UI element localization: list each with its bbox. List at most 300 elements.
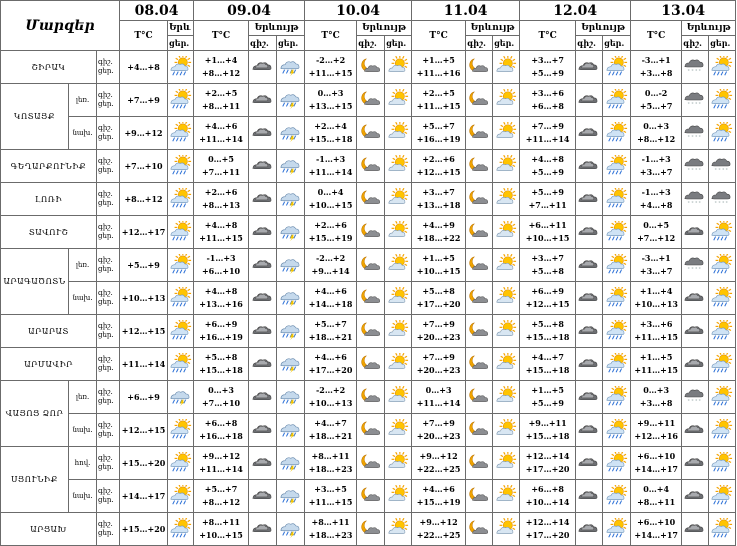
- svg-text:*: *: [687, 267, 691, 273]
- weather-icon-cell: [277, 513, 305, 546]
- weather-icon-cell: [466, 315, 493, 348]
- temp-range: +5…+7 +16…+19: [412, 117, 466, 150]
- sun-cloud-rain-icon: [169, 320, 193, 342]
- sun-cloud-icon: [386, 287, 410, 309]
- sun-cloud-rain-icon: [710, 386, 734, 408]
- weather-icon-cell: [466, 117, 493, 150]
- weather-icon-cell: [249, 447, 277, 480]
- region-name: ԱՐԱԳԱԾՈՏՆ: [1, 249, 69, 315]
- dark-cloud-icon: [577, 155, 601, 177]
- time-of-day-label: գիշ. ցեր.: [97, 51, 120, 84]
- regions-header: Մարզեր: [1, 1, 120, 51]
- weather-icon-cell: [357, 414, 385, 447]
- sun-cloud-rain-icon: [710, 320, 734, 342]
- sun-cloud-icon: [386, 452, 410, 474]
- moon-cloud-icon: [467, 188, 491, 210]
- moon-cloud-icon: [359, 419, 383, 441]
- weather-icon-cell: [249, 381, 277, 414]
- table-row: [1, 183, 736, 216]
- sun-cloud-icon: [386, 221, 410, 243]
- region-name: ԿՈՏԱՅՔ: [1, 84, 69, 150]
- weather-icon-cell: [249, 51, 277, 84]
- temp-range: +4…+6 +11…+14: [194, 117, 249, 150]
- weather-icon-cell: [357, 513, 385, 546]
- sun-cloud-icon: [494, 254, 518, 276]
- svg-text:*: *: [722, 168, 725, 174]
- moon-cloud-icon: [359, 56, 383, 78]
- weather-icon-cell: [493, 117, 520, 150]
- weather-icon-cell: [385, 414, 412, 447]
- day-temp: +12…+15: [120, 315, 168, 348]
- sun-cloud-rain-icon: [605, 254, 629, 276]
- temp-header: T°C: [194, 21, 249, 51]
- weather-icon-cell: [603, 348, 631, 381]
- temp-range: +1…+5 +11…+15: [631, 348, 682, 381]
- sun-cloud-rain-icon: [710, 254, 734, 276]
- weather-icon-cell: [466, 447, 493, 480]
- sun-cloud-icon: [386, 419, 410, 441]
- svg-text:*: *: [695, 399, 698, 405]
- weather-icon-cell: [385, 447, 412, 480]
- sun-cloud-rain-icon: [710, 518, 734, 540]
- sun-cloud-rain-icon: [169, 452, 193, 474]
- table-row: [1, 447, 736, 480]
- temp-range: -1…+3 +6…+10: [194, 249, 249, 282]
- dark-cloud-icon: [251, 188, 275, 210]
- weather-icon-cell: [168, 51, 194, 84]
- weather-icon-cell: [466, 249, 493, 282]
- table-row: [1, 414, 736, 447]
- svg-text:*: *: [691, 69, 694, 75]
- sun-cloud-icon: [386, 122, 410, 144]
- moon-cloud-icon: [359, 188, 383, 210]
- moon-cloud-icon: [359, 386, 383, 408]
- weather-icon-cell: [385, 249, 412, 282]
- temp-range: -3…+1 +3…+7: [631, 249, 682, 282]
- temp-range: +9…+11 +15…+18: [520, 414, 576, 447]
- sun-cloud-rain-icon: [169, 287, 193, 309]
- temp-range: +3…+6 +11…+15: [631, 315, 682, 348]
- weather-icon-cell: [466, 480, 493, 513]
- temp-range: +9…+11 +12…+16: [631, 414, 682, 447]
- weather-icon-cell: [682, 150, 709, 183]
- time-of-day-label: գիշ. ցեր.: [97, 150, 120, 183]
- temp-range: +2…+5 +11…+15: [412, 84, 466, 117]
- weather-icon-cell: [466, 216, 493, 249]
- time-of-day-label: գիշ. ցեր.: [97, 249, 120, 282]
- moon-cloud-icon: [359, 254, 383, 276]
- moon-cloud-icon: [359, 122, 383, 144]
- moon-cloud-icon: [467, 353, 491, 375]
- temp-range: +5…+7 +18…+21: [305, 315, 357, 348]
- region-name: ՎԱՅՈՑ ՁՈՐ: [1, 381, 69, 447]
- temp-range: +6…+8 +16…+18: [194, 414, 249, 447]
- svg-text:*: *: [698, 267, 702, 273]
- dark-cloud-icon: [683, 320, 707, 342]
- weather-icon-cell: [249, 117, 277, 150]
- sun-cloud-rain-icon: [605, 155, 629, 177]
- svg-text:*: *: [687, 135, 691, 141]
- dark-cloud-icon: [251, 221, 275, 243]
- weather-icon-cell: [277, 216, 305, 249]
- time-of-day-label: գիշ. ցեր.: [97, 447, 120, 480]
- temp-range: +3…+5 +11…+15: [305, 480, 357, 513]
- temp-range: +5…+7 +8…+12: [194, 480, 249, 513]
- moon-cloud-icon: [467, 155, 491, 177]
- sun-cloud-icon: [494, 419, 518, 441]
- weather-icon-cell: [168, 216, 194, 249]
- weather-icon-cell: [466, 381, 493, 414]
- snow-cloud-icon: [683, 56, 707, 78]
- subregion-name: լեռ.: [69, 84, 97, 117]
- sun-cloud-rain-icon: [169, 56, 193, 78]
- day-temp: +12…+15: [120, 414, 168, 447]
- weather-icon-cell: [603, 249, 631, 282]
- time-of-day-label: գիշ. ցեր.: [97, 381, 120, 414]
- temp-range: +4…+6 +17…+20: [305, 348, 357, 381]
- date-header: 13.04: [631, 1, 736, 21]
- moon-cloud-icon: [359, 287, 383, 309]
- weather-icon-cell: [466, 84, 493, 117]
- table-row: [1, 117, 736, 150]
- sun-cloud-icon: [386, 188, 410, 210]
- svg-text:*: *: [698, 201, 702, 207]
- weather-icon-cell: [709, 381, 736, 414]
- weather-icon-cell: [709, 249, 736, 282]
- svg-text:*: *: [695, 267, 698, 273]
- weather-icon-cell: [682, 513, 709, 546]
- night-header: գիշ.: [249, 36, 277, 51]
- dark-cloud-icon: [683, 221, 707, 243]
- sun-cloud-rain-icon: [169, 419, 193, 441]
- dark-cloud-icon: [577, 254, 601, 276]
- weather-icon-cell: [603, 150, 631, 183]
- weather-icon-cell: [493, 480, 520, 513]
- sun-cloud-rain-icon: [605, 320, 629, 342]
- weather-icon-cell: [168, 84, 194, 117]
- dark-cloud-icon: [251, 122, 275, 144]
- weather-icon-cell: [249, 348, 277, 381]
- weather-icon-cell: [466, 348, 493, 381]
- weather-icon-cell: [277, 315, 305, 348]
- weather-icon-cell: [493, 513, 520, 546]
- moon-cloud-icon: [359, 518, 383, 540]
- snow-cloud-icon: [683, 122, 707, 144]
- sun-cloud-rain-icon: [169, 155, 193, 177]
- time-of-day-label: գիշ. ցեր.: [97, 84, 120, 117]
- time-of-day-label: գիշ. ցեր.: [97, 216, 120, 249]
- weather-icon-cell: [277, 447, 305, 480]
- sun-cloud-rain-icon: [605, 452, 629, 474]
- temp-range: -2…+2 +11…+15: [305, 51, 357, 84]
- dark-cloud-icon: [577, 518, 601, 540]
- weather-icon-cell: [466, 150, 493, 183]
- weather-icon-cell: [357, 216, 385, 249]
- weather-icon-cell: [277, 249, 305, 282]
- weather-icon-cell: [709, 150, 736, 183]
- date-header: 10.04: [305, 1, 412, 21]
- weather-icon-cell: [493, 348, 520, 381]
- night-header: գիշ.: [576, 36, 603, 51]
- weather-icon-cell: [682, 315, 709, 348]
- temp-range: 0…+3 +3…+8: [631, 381, 682, 414]
- sun-cloud-icon: [386, 320, 410, 342]
- dark-cloud-icon: [251, 56, 275, 78]
- snow-cloud-icon: [683, 188, 707, 210]
- rain-cloud-icon: [279, 485, 303, 507]
- dark-cloud-icon: [251, 419, 275, 441]
- weather-icon-cell: [385, 282, 412, 315]
- moon-cloud-icon: [467, 221, 491, 243]
- day-temp: +5…+9: [120, 249, 168, 282]
- svg-text:*: *: [695, 69, 698, 75]
- subregion-name: նախ.: [69, 282, 97, 315]
- svg-text:*: *: [691, 399, 694, 405]
- day-header: ցեր.: [493, 36, 520, 51]
- weather-icon-cell: [385, 51, 412, 84]
- moon-cloud-icon: [467, 452, 491, 474]
- sun-cloud-icon: [494, 221, 518, 243]
- sun-cloud-rain-icon: [605, 485, 629, 507]
- moon-cloud-icon: [359, 221, 383, 243]
- weather-icon-cell: [357, 381, 385, 414]
- rain-cloud-icon: [169, 386, 193, 408]
- sun-cloud-rain-icon: [169, 353, 193, 375]
- weather-icon-cell: [357, 249, 385, 282]
- svg-text:*: *: [691, 135, 694, 141]
- weather-icon-cell: [168, 447, 194, 480]
- region-name: ԱՐՑԱԽ: [1, 513, 97, 546]
- weather-icon-cell: [385, 216, 412, 249]
- rain-cloud-icon: [279, 122, 303, 144]
- weather-icon-cell: [603, 282, 631, 315]
- svg-text:*: *: [687, 69, 691, 75]
- table-row: [1, 348, 736, 381]
- sun-cloud-rain-icon: [605, 386, 629, 408]
- day-temp: +11…+14: [120, 348, 168, 381]
- weather-icon-cell: [709, 51, 736, 84]
- sun-cloud-rain-icon: [605, 56, 629, 78]
- temp-range: +3…+7 +5…+8: [520, 249, 576, 282]
- weather-icon-cell: [603, 117, 631, 150]
- phenomenon-header: Երևույթ: [682, 21, 736, 36]
- moon-cloud-icon: [359, 89, 383, 111]
- temp-range: +2…+6 +15…+19: [305, 216, 357, 249]
- temp-range: 0…+3 +13…+15: [305, 84, 357, 117]
- svg-text:*: *: [698, 399, 702, 405]
- table-row: [1, 249, 736, 282]
- temp-header: T°C: [520, 21, 576, 51]
- region-name: ԱՐԱՐԱՏ: [1, 315, 97, 348]
- weather-icon-cell: [357, 150, 385, 183]
- dark-cloud-icon: [683, 518, 707, 540]
- temp-range: +9…+12 +22…+25: [412, 447, 466, 480]
- rain-cloud-icon: [279, 188, 303, 210]
- sun-cloud-icon: [386, 155, 410, 177]
- weather-icon-cell: [682, 216, 709, 249]
- temp-range: +5…+8 +15…+18: [520, 315, 576, 348]
- moon-cloud-icon: [467, 56, 491, 78]
- weather-icon-cell: [168, 282, 194, 315]
- rain-cloud-icon: [279, 56, 303, 78]
- sun-cloud-icon: [494, 287, 518, 309]
- night-header: գիշ.: [357, 36, 385, 51]
- region-name: ՏԱՎՈՒՇ: [1, 216, 97, 249]
- sun-cloud-icon: [494, 155, 518, 177]
- dark-cloud-icon: [683, 485, 707, 507]
- time-of-day-label: գիշ. ցեր.: [97, 183, 120, 216]
- dark-cloud-icon: [577, 188, 601, 210]
- sun-cloud-rain-icon: [605, 221, 629, 243]
- weather-icon-cell: [168, 249, 194, 282]
- weather-icon-cell: [682, 117, 709, 150]
- day-header: ցեր.: [385, 36, 412, 51]
- weather-icon-cell: [168, 381, 194, 414]
- date-header: 09.04: [194, 1, 305, 21]
- table-row: [1, 513, 736, 546]
- table-row: [1, 150, 736, 183]
- day-temp: +9…+12: [120, 117, 168, 150]
- weather-icon-cell: [603, 513, 631, 546]
- moon-cloud-icon: [467, 254, 491, 276]
- weather-icon-cell: [357, 51, 385, 84]
- temp-range: +2…+5 +8…+11: [194, 84, 249, 117]
- temp-range: 0…+4 +10…+15: [305, 183, 357, 216]
- weather-icon-cell: [682, 447, 709, 480]
- dark-cloud-icon: [251, 518, 275, 540]
- sun-cloud-rain-icon: [169, 221, 193, 243]
- sun-cloud-rain-icon: [710, 419, 734, 441]
- temp-range: -2…+2 +9…+14: [305, 249, 357, 282]
- sun-cloud-rain-icon: [605, 287, 629, 309]
- sun-cloud-icon: [386, 485, 410, 507]
- weather-icon-cell: [709, 348, 736, 381]
- temp-range: +5…+9 +7…+11: [520, 183, 576, 216]
- weather-icon-cell: [603, 51, 631, 84]
- table-row: [1, 282, 736, 315]
- weather-icon-cell: [277, 150, 305, 183]
- weather-icon-cell: [466, 513, 493, 546]
- weather-icon-cell: [603, 381, 631, 414]
- sun-cloud-rain-icon: [710, 452, 734, 474]
- weather-icon-cell: [603, 414, 631, 447]
- temp-range: +9…+12 +11…+14: [194, 447, 249, 480]
- temp-range: 0…+4 +8…+11: [631, 480, 682, 513]
- sun-cloud-icon: [386, 518, 410, 540]
- day-temp: +8…+12: [120, 183, 168, 216]
- weather-icon-cell: [576, 513, 603, 546]
- sun-cloud-icon: [386, 89, 410, 111]
- dark-cloud-icon: [683, 452, 707, 474]
- weather-icon-cell: [603, 480, 631, 513]
- sun-cloud-icon: [494, 452, 518, 474]
- sun-cloud-rain-icon: [710, 287, 734, 309]
- sun-cloud-icon: [494, 320, 518, 342]
- moon-cloud-icon: [467, 485, 491, 507]
- sun-cloud-icon: [494, 188, 518, 210]
- day-temp: +15…+20: [120, 513, 168, 546]
- weather-icon-cell: [576, 216, 603, 249]
- temp-range: +6…+10 +14…+17: [631, 447, 682, 480]
- weather-icon-cell: [277, 117, 305, 150]
- weather-icon-cell: [576, 315, 603, 348]
- weather-icon-cell: [493, 216, 520, 249]
- region-name: ՍՅՈՒՆԻՔ: [1, 447, 69, 513]
- sun-cloud-rain-icon: [710, 353, 734, 375]
- dark-cloud-icon: [577, 353, 601, 375]
- weather-icon-cell: [249, 249, 277, 282]
- time-of-day-label: գիշ. ցեր.: [97, 282, 120, 315]
- weather-icon-cell: [709, 84, 736, 117]
- dark-cloud-icon: [577, 89, 601, 111]
- weather-icon-cell: [357, 315, 385, 348]
- svg-text:*: *: [698, 135, 702, 141]
- temp-range: +4…+7 +15…+18: [520, 348, 576, 381]
- sun-cloud-icon: [494, 56, 518, 78]
- svg-text:*: *: [691, 267, 694, 273]
- weather-icon-cell: [576, 183, 603, 216]
- weather-icon-cell: [249, 84, 277, 117]
- temp-range: +12…+14 +17…+20: [520, 447, 576, 480]
- weather-icon-cell: [682, 348, 709, 381]
- table-row: [1, 480, 736, 513]
- weather-icon-cell: [709, 315, 736, 348]
- weather-icon-cell: [277, 183, 305, 216]
- weather-icon-cell: [277, 414, 305, 447]
- temp-range: +4…+8 +13…+16: [194, 282, 249, 315]
- day-temp: +10…+13: [120, 282, 168, 315]
- weather-icon-cell: [493, 381, 520, 414]
- rain-cloud-icon: [279, 386, 303, 408]
- sun-cloud-rain-icon: [169, 89, 193, 111]
- weather-icon-cell: [493, 51, 520, 84]
- svg-text:*: *: [722, 201, 725, 207]
- svg-text:*: *: [695, 201, 698, 207]
- rain-cloud-icon: [279, 89, 303, 111]
- weather-icon-cell: [682, 84, 709, 117]
- region-name: ԳԵՂԱՐՔՈՒՆԻՔ: [1, 150, 97, 183]
- table-row: [1, 84, 736, 117]
- weather-icon-cell: [168, 348, 194, 381]
- region-name: ՇԻՐԱԿ: [1, 51, 97, 84]
- weather-icon-cell: [168, 117, 194, 150]
- temp-range: 0…+5 +7…+11: [194, 150, 249, 183]
- svg-text:*: *: [687, 168, 691, 174]
- sun-cloud-icon: [494, 518, 518, 540]
- time-of-day-label: գիշ. ցեր.: [97, 348, 120, 381]
- weather-icon-cell: [385, 348, 412, 381]
- svg-text:*: *: [718, 201, 721, 207]
- rain-cloud-icon: [279, 518, 303, 540]
- temp-range: +4…+6 +15…+19: [412, 480, 466, 513]
- moon-cloud-icon: [359, 353, 383, 375]
- dark-cloud-icon: [577, 452, 601, 474]
- svg-text:*: *: [725, 168, 729, 174]
- moon-cloud-icon: [467, 419, 491, 441]
- sun-cloud-rain-icon: [169, 254, 193, 276]
- weather-icon-cell: [249, 282, 277, 315]
- svg-text:*: *: [695, 168, 698, 174]
- svg-text:*: *: [714, 168, 718, 174]
- phenomenon-header: Երև: [168, 21, 194, 36]
- sun-cloud-rain-icon: [710, 221, 734, 243]
- weather-icon-cell: [493, 249, 520, 282]
- day-temp: +7…+9: [120, 84, 168, 117]
- temp-range: 0…+3 +7…+10: [194, 381, 249, 414]
- dark-cloud-icon: [251, 485, 275, 507]
- temp-range: +6…+9 +16…+19: [194, 315, 249, 348]
- dark-cloud-icon: [577, 386, 601, 408]
